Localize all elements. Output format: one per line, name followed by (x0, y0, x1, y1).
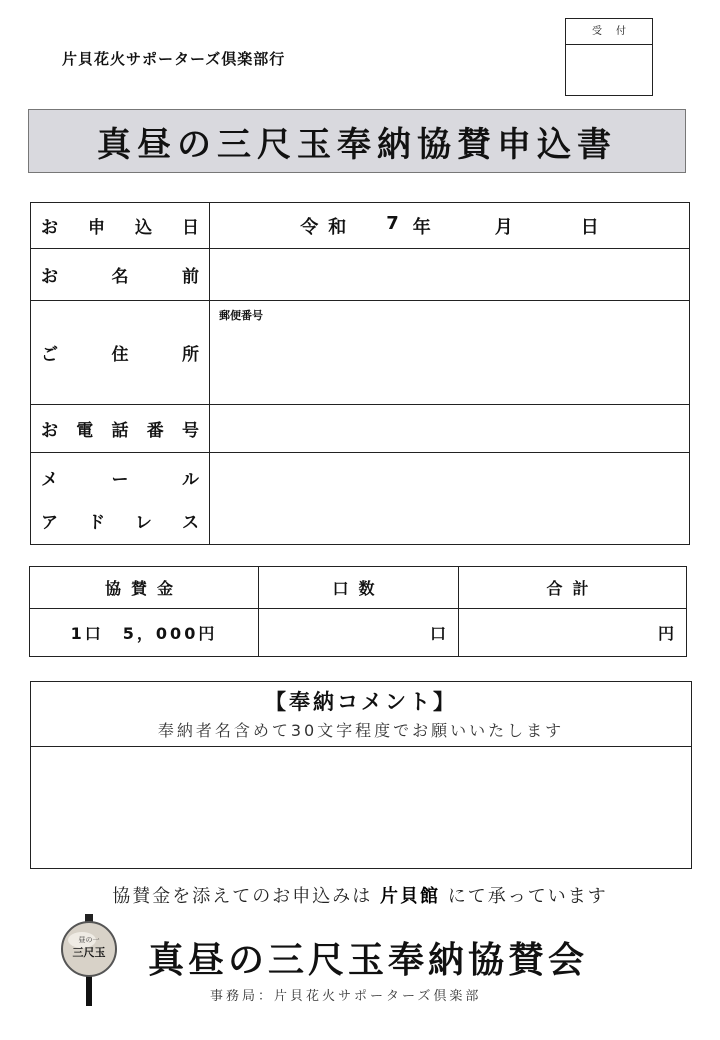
label-char: 込 (135, 218, 152, 238)
comment-field[interactable] (31, 747, 691, 873)
label-char: 日 (182, 218, 199, 238)
form-row-address (31, 301, 690, 405)
address-label-cell (31, 301, 210, 405)
name-label (41, 262, 199, 287)
label-char: ス (182, 512, 199, 533)
accept-prefix: 協賛金を添えてのお申込みは (112, 886, 373, 907)
comment-header (31, 686, 691, 747)
accept-suffix: にて承っています (447, 886, 608, 907)
total-unit: 円 (657, 624, 674, 643)
publisher-address: 片貝花火サポーターズ倶楽部行 (62, 50, 286, 68)
lantern-logo (52, 914, 126, 1006)
label-char: 住 (111, 345, 129, 365)
label-char: 前 (182, 267, 199, 287)
form-row-phone (31, 405, 690, 453)
date-day-unit: 日 (580, 216, 599, 238)
date-month-unit: 月 (494, 216, 513, 238)
application-form (30, 202, 690, 545)
form-row-email (31, 453, 690, 545)
label-char: 電 (76, 421, 94, 441)
receipt-stamp-box (565, 18, 653, 96)
label-char: メ (41, 469, 58, 490)
address-label (41, 340, 199, 365)
form-row-name (31, 249, 690, 301)
label-char: ル (182, 469, 199, 490)
date-field[interactable] (210, 203, 690, 249)
label-char: 番 (146, 421, 164, 441)
date-era: 令和 (300, 216, 357, 238)
comment-note: 奉納者名含めて30文字程度でお願いいたします (157, 721, 565, 740)
name-label-cell (31, 249, 210, 301)
label-char: お (41, 421, 58, 441)
fee-value-row (30, 609, 687, 657)
date-year-value: 7 (386, 212, 399, 234)
acceptance-note (0, 882, 720, 908)
form-row-date (31, 203, 690, 249)
lantern-small-text: 昼の一 (78, 936, 100, 944)
email-label-line1 (41, 465, 199, 490)
fee-table (29, 566, 687, 657)
receipt-label: 受付 (566, 19, 652, 45)
total-field[interactable] (459, 609, 687, 657)
lantern-main-text: 三尺玉 (72, 946, 106, 959)
date-year-unit: 年 (412, 216, 431, 238)
page-title: 真昼の三尺玉奉納協賛申込書 (97, 124, 617, 165)
label-char: お (41, 218, 58, 238)
label-char: 申 (88, 218, 105, 238)
zip-code-label: 郵便番号 (219, 309, 263, 322)
date-label-cell (31, 203, 210, 249)
comment-box (30, 681, 692, 869)
fee-header-amount: 協賛金 (30, 567, 259, 609)
label-char: レ (135, 512, 152, 533)
label-char: ー (111, 469, 129, 490)
organization-name: 真昼の三尺玉奉納協賛会 (148, 939, 589, 981)
fee-header-count: 口数 (259, 567, 459, 609)
label-char: ご (41, 345, 58, 365)
label-char: 号 (182, 421, 199, 441)
label-char: 名 (111, 267, 129, 287)
count-unit: 口 (429, 624, 446, 643)
count-field[interactable] (259, 609, 459, 657)
email-label-line2 (41, 508, 199, 533)
label-char: 話 (111, 421, 129, 441)
phone-label-cell (31, 405, 210, 453)
name-field[interactable] (210, 249, 690, 301)
secretariat: 事務局：片貝花火サポーターズ倶楽部 (210, 989, 482, 1004)
date-label (41, 213, 199, 238)
label-char: お (41, 267, 58, 287)
label-char: ア (41, 512, 58, 533)
title-banner (28, 109, 686, 173)
phone-label (41, 416, 199, 441)
fee-header-row (30, 567, 687, 609)
phone-field[interactable] (210, 405, 690, 453)
address-field[interactable] (210, 301, 690, 405)
comment-title: 【奉納コメント】 (265, 690, 457, 714)
email-label-cell (31, 453, 210, 545)
accept-place: 片貝館 (380, 886, 440, 907)
fee-header-total: 合計 (459, 567, 687, 609)
label-char: ド (88, 512, 105, 533)
label-char: 所 (182, 345, 199, 365)
unit-price: 1口 5，000円 (30, 609, 259, 657)
email-field[interactable] (210, 453, 690, 545)
